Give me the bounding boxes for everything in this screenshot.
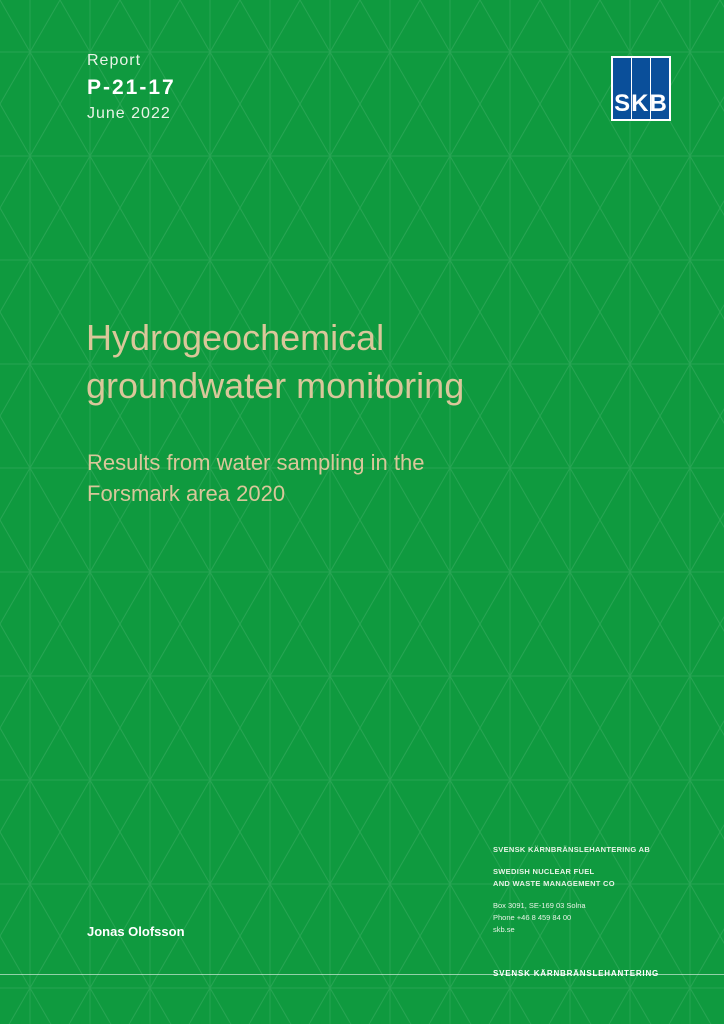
title-line-2: groundwater monitoring <box>86 365 465 406</box>
logo-text: SKB <box>614 90 668 117</box>
author-name: Jonas Olofsson <box>87 924 185 939</box>
publisher-website[interactable]: skb.se <box>493 925 515 934</box>
publisher-name-sv: SVENSK KÄRNBRÄNSLEHANTERING AB <box>493 845 651 854</box>
report-number: P-21-17 <box>87 76 176 99</box>
publisher-info <box>493 844 713 936</box>
title-line-1: Hydrogeochemical <box>86 317 385 358</box>
subtitle-line-1: Results from water sampling in the <box>87 450 425 475</box>
publisher-address: Box 3091, SE-169 03 Solna <box>493 901 586 910</box>
subtitle-line-2: Forsmark area 2020 <box>87 481 286 506</box>
publisher-phone: Phone +46 8 459 84 00 <box>493 913 572 922</box>
footer-text: SVENSK KÄRNBRÄNSLEHANTERING <box>493 969 660 978</box>
publisher-name-en-2: AND WASTE MANAGEMENT CO <box>493 879 615 888</box>
publisher-name-en-1: SWEDISH NUCLEAR FUEL <box>493 867 595 876</box>
document-subtitle <box>87 447 647 509</box>
document-title <box>86 314 686 410</box>
report-date: June 2022 <box>87 105 171 122</box>
report-label: Report <box>87 52 142 69</box>
skb-logo-icon <box>611 56 671 121</box>
